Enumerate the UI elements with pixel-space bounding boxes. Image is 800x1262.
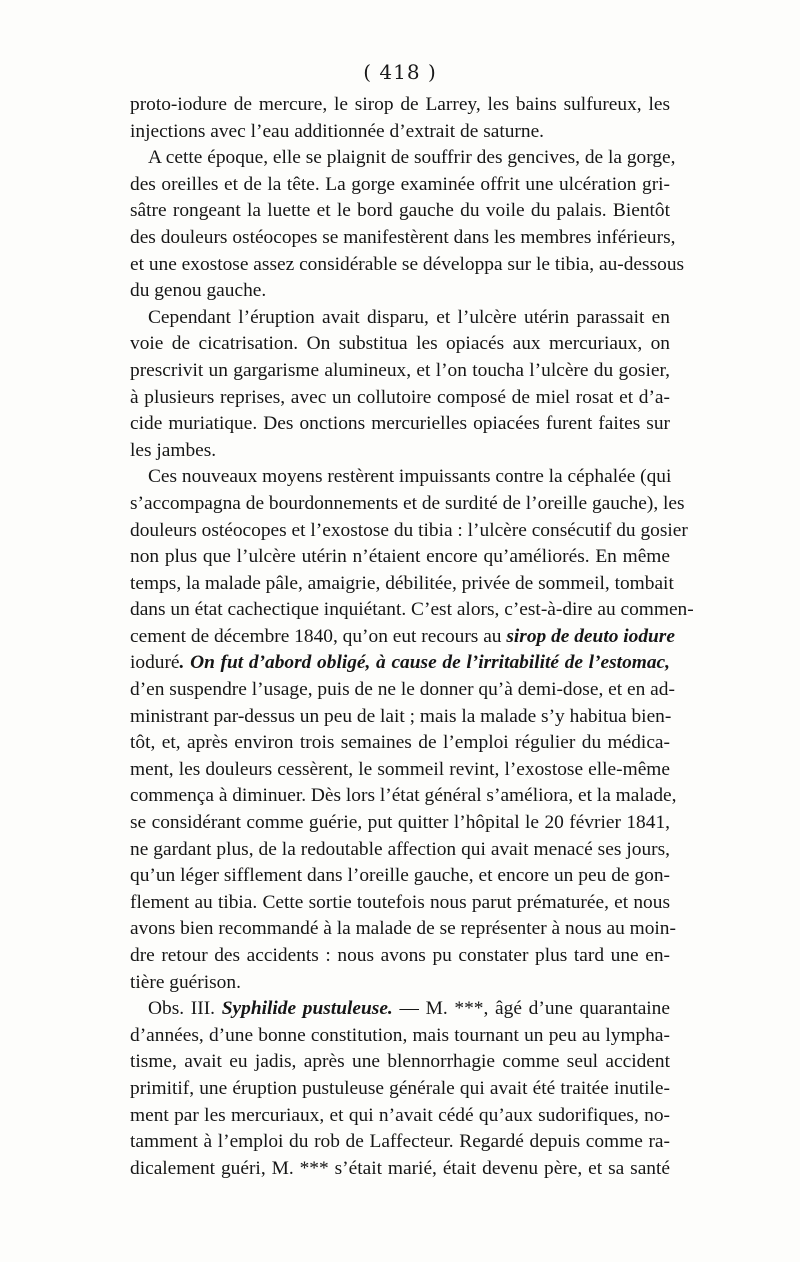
- line-text: se considérant comme guérie, put quitter l’hôpital le 20 février 1841,: [130, 812, 670, 834]
- text-line: [130, 863, 670, 890]
- page-number: ( 418 ): [363, 60, 437, 84]
- line-text: cide muriatique. Des onctions mercurielles opiacées furent faites sur: [130, 413, 670, 435]
- text-line: [130, 1076, 670, 1103]
- line-text: Obs. III.: [148, 998, 222, 1020]
- line-text: les jambes.: [130, 439, 217, 461]
- text-line: [130, 145, 676, 172]
- text-line: [130, 411, 670, 438]
- line-text: dans un état cachectique inquiétant. C’est alors, c’est-à-dire au commen-: [130, 599, 694, 621]
- emphasized-text: sirop de deuto iodure: [506, 625, 675, 647]
- text-line: [130, 597, 694, 624]
- text-line: [130, 916, 676, 943]
- text-line: [130, 491, 685, 518]
- text-line: [130, 757, 670, 784]
- text-line: [130, 438, 670, 465]
- text-line: [130, 704, 670, 731]
- text-line: [130, 331, 670, 358]
- line-text: des oreilles et de la tête. La gorge examinée offrit une ulcération gri-: [130, 173, 670, 195]
- text-line: [130, 358, 670, 385]
- line-text: primitif, une éruption pustuleuse générale qui avait été traitée inutile-: [130, 1077, 670, 1099]
- line-text: A cette époque, elle se plaignit de souffrir des gencives, de la gorge,: [148, 147, 676, 169]
- text-line: [130, 783, 677, 810]
- line-text: tôt, et, après environ trois semaines de l’emploi régulier du médica-: [130, 732, 670, 754]
- text-line: [130, 172, 670, 199]
- text-line: [130, 970, 670, 997]
- line-text: commença à diminuer. Dès lors l’état général s’améliora, et la malade,: [130, 785, 677, 807]
- line-text: dre retour des accidents : nous avons pu constater plus tard une en-: [130, 945, 670, 966]
- line-text: Ces nouveaux moyens restèrent impuissants contre la céphalée (qui: [148, 466, 672, 488]
- text-line: [130, 837, 670, 864]
- line-text: ioduré: [130, 652, 180, 674]
- text-line: [130, 92, 670, 119]
- line-text: tisme, avait eu jadis, après une blennorrhagie comme seul accident: [130, 1051, 670, 1073]
- text-line: [130, 198, 670, 225]
- line-text: avons bien recommandé à la malade de se représenter à nous au moin-: [130, 918, 676, 940]
- line-text: prescrivit un gargarisme alumineux, et l’on toucha l’ulcère du gosier,: [130, 359, 670, 381]
- line-text: s’accompagna de bourdonnements et de surdité de l’oreille gauche), les: [130, 492, 685, 514]
- line-text: non plus que l’ulcère utérin n’étaient encore qu’améliorés. En même: [130, 546, 670, 568]
- text-line: [130, 225, 676, 252]
- line-text: cement de décembre 1840, qu’on eut recours au: [130, 625, 507, 647]
- line-text: douleurs ostéocopes et l’exostose du tibia : l’ulcère consécutif du gosier: [130, 519, 688, 541]
- line-text: temps, la malade pâle, amaigrie, débilitée, privée de sommeil, tombait: [130, 572, 674, 594]
- text-line: [130, 650, 670, 677]
- text-line: [130, 119, 670, 146]
- line-text: ne gardant plus, de la redoutable affection qui avait menacé ses jours,: [130, 838, 670, 860]
- text-line: [130, 810, 670, 837]
- text-line: [130, 1049, 670, 1076]
- text-line: [130, 385, 670, 412]
- text-line: [130, 943, 670, 970]
- emphasized-text: . On fut d’abord obligé, à cause de l’irritabilité de l’estomac,: [179, 652, 670, 674]
- text-line: [130, 305, 670, 332]
- text-line: [130, 624, 675, 651]
- line-text: sâtre rongeant la luette et le bord gauche du voile du palais. Bientôt: [130, 200, 670, 222]
- line-text: et une exostose assez considérable se développa sur le tibia, au-dessous: [130, 253, 685, 275]
- emphasized-text: Syphilide pustuleuse.: [221, 998, 393, 1020]
- text-line: [130, 730, 670, 757]
- text-line: [130, 252, 685, 279]
- text-line: [130, 571, 674, 598]
- text-line: [130, 1023, 670, 1050]
- line-text: — M. ***, âgé d’une quarantaine: [392, 998, 670, 1020]
- text-line: [130, 464, 670, 491]
- line-text: du genou gauche.: [130, 280, 267, 302]
- line-text: d’en suspendre l’usage, puis de ne le donner qu’à demi-dose, et en ad-: [130, 679, 675, 701]
- line-text: flement au tibia. Cette sortie toutefois nous parut prématurée, et nous: [130, 891, 670, 913]
- text-line: [130, 1103, 670, 1130]
- text-line: [130, 890, 670, 917]
- text-line: [130, 1156, 670, 1183]
- line-text: dicalement guéri, M. *** s’était marié, était devenu père, et sa santé: [130, 1157, 670, 1179]
- line-text: ment par les mercuriaux, et qui n’avait cédé qu’aux sudorifiques, no-: [130, 1104, 670, 1126]
- line-text: qu’un léger sifflement dans l’oreille gauche, et encore un peu de gon-: [130, 865, 670, 887]
- line-text: injections avec l’eau additionnée d’extrait de saturne.: [130, 120, 545, 142]
- line-text: d’années, d’une bonne constitution, mais tournant un peu au lympha-: [130, 1024, 670, 1046]
- line-text: à plusieurs reprises, avec un collutoire composé de miel rosat et d’a-: [130, 386, 670, 408]
- line-text: des douleurs ostéocopes se manifestèrent dans les membres inférieurs,: [130, 226, 676, 248]
- line-text: proto-iodure de mercure, le sirop de Larrey, les bains sulfureux, les: [130, 94, 670, 115]
- text-line: [130, 677, 675, 704]
- line-text: ministrant par-dessus un peu de lait ; mais la malade s’y habitua bien-: [130, 705, 672, 727]
- text-line: [130, 996, 670, 1023]
- text-line: [130, 518, 688, 545]
- text-line: [130, 1129, 670, 1156]
- text-line: [130, 544, 670, 571]
- line-text: tamment à l’emploi du rob de Laffecteur. Regardé depuis comme ra-: [130, 1131, 670, 1153]
- line-text: Cependant l’éruption avait disparu, et l’ulcère utérin parassait en: [148, 306, 670, 328]
- text-line: [130, 278, 670, 305]
- body-text: [130, 92, 694, 1182]
- line-text: voie de cicatrisation. On substitua les opiacés aux mercuriaux, on: [130, 333, 670, 355]
- line-text: ment, les douleurs cessèrent, le sommeil revint, l’exostose elle-même: [130, 758, 670, 780]
- line-text: tière guérison.: [130, 971, 241, 993]
